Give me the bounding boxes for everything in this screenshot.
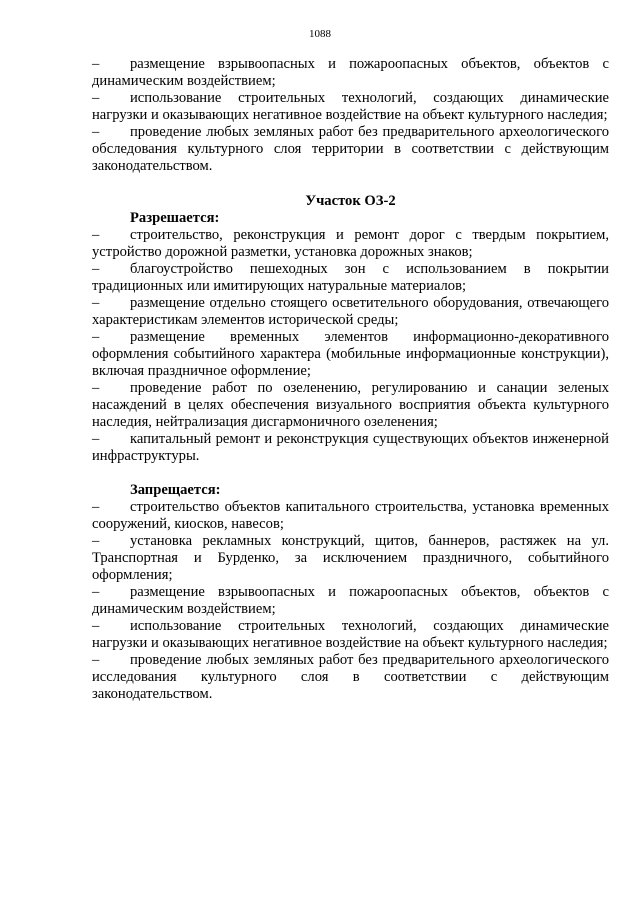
list-item <box>92 618 609 652</box>
list-item-text: установка рекламных конструкций, щитов, баннеров, растяжек на ул. Транспортная и Бурденко, за исключением праздничного, событийного оформления; <box>92 533 609 583</box>
list-item <box>92 652 609 703</box>
page-number: 1088 <box>309 28 331 40</box>
list-item <box>92 329 609 380</box>
bullet-dash: – <box>92 652 100 668</box>
intro-list <box>92 56 609 175</box>
list-item-text: капитальный ремонт и реконструкция существующих объектов инженерной инфраструктуры. <box>92 431 609 464</box>
spacer <box>92 465 609 482</box>
bullet-dash: – <box>92 261 100 277</box>
list-item-text: проведение любых земляных работ без предварительного археологического исследования культурного слоя в соответствии с действующим законодательством. <box>92 652 609 702</box>
bullet-dash: – <box>92 329 100 345</box>
bullet-dash: – <box>92 533 100 549</box>
bullet-dash: – <box>92 380 100 396</box>
list-item <box>92 227 609 261</box>
list-item <box>92 584 609 618</box>
list-item <box>92 90 609 124</box>
allowed-section <box>92 210 609 465</box>
list-item <box>92 261 609 295</box>
list-item <box>92 431 609 465</box>
bullet-dash: – <box>92 295 100 311</box>
list-item-text: размещение временных элементов информационно-декоративного оформления событийного характера (мобильные информационные конструкции), включая праздничное оформление; <box>92 329 609 379</box>
bullet-dash: – <box>92 227 100 243</box>
list-item-text: размещение взрывоопасных и пожароопасных объектов, объектов с динамическим воздействием; <box>92 584 609 617</box>
list-item-text: использование строительных технологий, создающих динамические нагрузки и оказывающих негативное воздействие на объект культурного наследия; <box>92 618 609 651</box>
bullet-dash: – <box>92 618 100 634</box>
list-item-text: проведение любых земляных работ без предварительного археологического обследования культурного слоя территории в соответствии с действующим законодательством. <box>92 124 609 174</box>
bullet-dash: – <box>92 90 100 106</box>
list-item-text: размещение взрывоопасных и пожароопасных объектов, объектов с динамическим воздействием; <box>92 56 609 89</box>
list-item-text: строительство, реконструкция и ремонт дорог с твердым покрытием, устройство дорожной разметки, установка дорожных знаков; <box>92 227 609 260</box>
bullet-dash: – <box>92 124 100 140</box>
bullet-dash: – <box>92 431 100 447</box>
forbidden-section <box>92 482 609 703</box>
bullet-dash: – <box>92 499 100 515</box>
bullet-dash: – <box>92 56 100 72</box>
list-item-text: благоустройство пешеходных зон с использованием в покрытии традиционных или имитирующих натуральные материалов; <box>92 261 609 294</box>
list-item <box>92 295 609 329</box>
bullet-dash: – <box>92 584 100 600</box>
list-item <box>92 499 609 533</box>
list-item <box>92 56 609 90</box>
document-body <box>92 56 609 703</box>
list-item <box>92 124 609 175</box>
forbidden-title: Запрещается: <box>130 482 221 498</box>
list-item-text: проведение работ по озеленению, регулированию и санации зеленых насаждений в целях обеспечения визуального восприятия объекта культурного наследия, нейтрализация дисгармоничного озеленения; <box>92 380 609 430</box>
list-item-text: размещение отдельно стоящего осветительного оборудования, отвечающего характеристикам элементов исторической среды; <box>92 295 609 328</box>
list-item <box>92 533 609 584</box>
list-item-text: строительство объектов капитального строительства, установка временных сооружений, киосков, навесов; <box>92 499 609 532</box>
list-item <box>92 380 609 431</box>
section-title: Участок ОЗ-2 <box>305 193 396 209</box>
list-item-text: использование строительных технологий, создающих динамические нагрузки и оказывающих негативное воздействие на объект культурного наследия; <box>92 90 609 123</box>
allowed-title: Разрешается: <box>130 210 220 226</box>
